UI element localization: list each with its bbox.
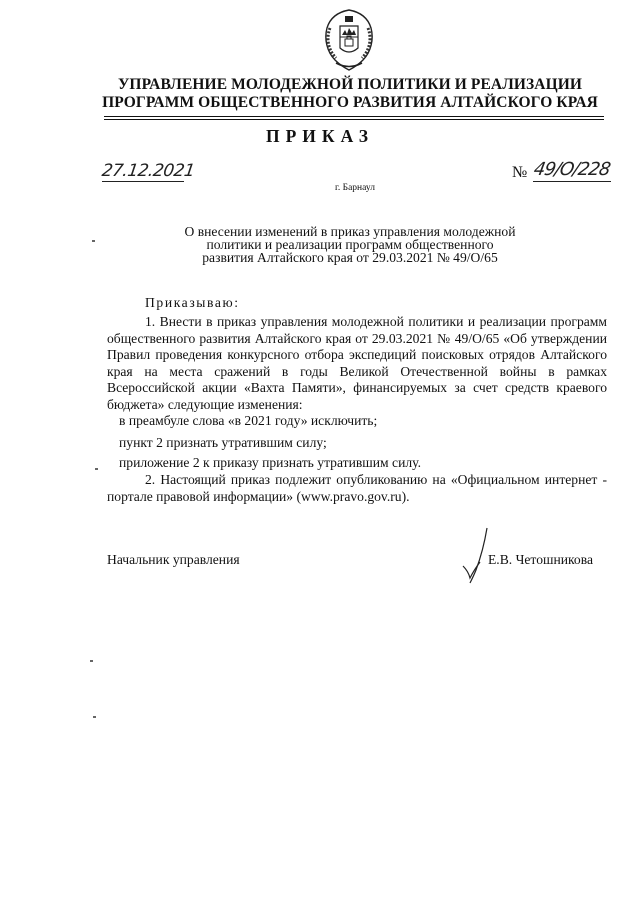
number-label: №: [512, 164, 528, 181]
order-lead: Приказываю:: [145, 295, 240, 310]
header-divider-thin: [104, 119, 604, 120]
header-divider: [104, 116, 604, 117]
handwritten-number: 49/О/228: [532, 159, 612, 180]
scan-mark: [90, 660, 93, 662]
document-type-heading: ПРИКАЗ: [265, 126, 375, 146]
signatory-name: Е.В. Четошникова: [488, 552, 593, 567]
scan-mark: [95, 468, 98, 470]
handwritten-date: 27.12.2021: [100, 161, 196, 181]
change-line-2: пункт 2 признать утратившим силу;: [119, 435, 327, 450]
document-subject: О внесении изменений в приказ управления молодежной политики и реализации программ общественного развития Алтайского края от 29.03.2021 № 49/О/65: [184, 224, 516, 265]
change-line-1: в преамбуле слова «в 2021 году» исключить;: [119, 413, 378, 428]
date-underline: [102, 181, 184, 182]
signatory-position: Начальник управления: [107, 552, 240, 567]
change-line-3: приложение 2 к приказу признать утратившим силу.: [119, 455, 421, 470]
order-item-2: 2. Настоящий приказ подлежит опубликованию на «Официальном интернет - портале правовой информации» (www.pravo.gov.ru).: [107, 472, 607, 504]
organization-name-line2: ПРОГРАММ ОБЩЕСТВЕННОГО РАЗВИТИЯ АЛТАЙСКОГО КРАЯ: [102, 94, 598, 111]
number-underline: [533, 181, 611, 182]
scan-mark: [92, 240, 95, 242]
scan-mark: [93, 716, 96, 718]
organization-name-line1: УПРАВЛЕНИЕ МОЛОДЕЖНОЙ ПОЛИТИКИ И РЕАЛИЗАЦИИ: [117, 76, 583, 93]
city: г. Барнаул: [335, 183, 375, 193]
coat-of-arms-icon: [318, 8, 380, 72]
order-item-1: 1. Внести в приказ управления молодежной политики и реализации программ общественного развития Алтайского края от 29.03.2021 № 49/О/65 «Об утверждении Правил проведения конкурсного отбора экспедиций поисковых отрядов Алтайского края на места сражений в годы Великой Отечественной войны в рамках Всероссийской акции «Вахта Памяти», финансируемых за счет средств краевого бюджета» следующие изменения:: [107, 314, 607, 412]
